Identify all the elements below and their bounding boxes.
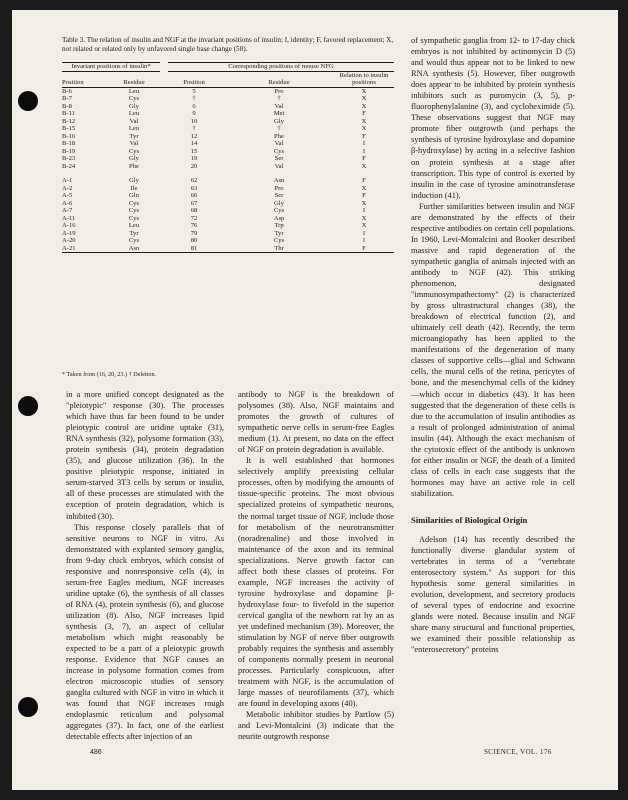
residue-cell: Cys [128,214,140,222]
ngf-residue-cell: Ser [274,155,284,162]
position-cell: B-11 [62,110,75,117]
position-cell: A-6 [62,199,73,207]
ngf-residue-cell: Thr [224,245,334,253]
position-cell: B-12 [62,117,76,125]
paragraph: antibody to NGF is the breakdown of polysomes (38). Also, NGF maintains and promotes the growth of cultures of sympathetic nerve cells in serum-free Eagles medium (1). At present, no data on the effect of NGF on protein degradation is available. [238,390,394,455]
ngf-residue-cell: Trp [274,222,284,229]
ngf-position-cell: 76 [190,222,198,229]
ngf-residue-cell: † [277,125,281,132]
ngf-position-cell: 67 [190,199,198,207]
relation-cell: F [362,177,366,184]
position-cell: A-11 [62,214,76,222]
ngf-residue-cell: Ser [274,192,284,199]
col-header: Position [164,71,224,87]
group-header-left: Invariant positions of insulin* [62,63,164,72]
table-row [62,245,394,253]
ngf-position-cell: 9 [192,110,196,117]
ngf-position-cell: 79 [190,229,198,237]
position-cell: A-16 [62,222,76,229]
table-row [62,230,394,238]
insulin-ngf-table [62,62,394,253]
table-row [62,177,394,185]
residue-cell: Leu [128,125,140,132]
ngf-position-cell: 72 [190,214,198,222]
binder-hole [18,396,38,416]
residue-cell: Phe [129,162,139,170]
ngf-residue-cell: Val [274,140,284,147]
table-footnote: * Taken from (16, 20, 23.) † Deletion. [62,371,157,378]
ngf-residue-cell: Val [274,102,284,110]
table-row [62,125,394,133]
page-number: 486 [90,749,102,756]
table-row [62,103,394,111]
relation-cell: I [362,147,366,155]
ngf-residue-cell: Val [274,162,284,170]
relation-cell: F [362,110,366,117]
paragraph: Adelson (14) has recently described the functionally diverse glandular system of vertebrates in terms of a "vertebrate enterosectory system." As support for this hypothesis some general similarities in evolution, development, and secretory products of several types of endocrine and exocrine glands were noted. Because insulin and NGF share many structural and functional properties, we examined their possible relationship as "enterosecretory" proteins [411,535,575,655]
paragraph: This response closely parallels that of sensitive neurons to NGF in vitro. As demonstrated with explanted sensory ganglia, from 9-day chick embryos, which consist of responsive and nonresponsive cells (4), in serum-free Eagles medium, NGF increases uridine uptake (6), the synthesis of all classes of RNA (4), protein synthesis (6), and glucose utilization (8). Also, NGF increases lipid synthesis (3, 7), an aspect of cellular metabolism which might reasonably be expected to be a part of a pleiotypic growth response. Evidence that NGF causes an increase in polysome formation comes from electron microscopic studies of sensory ganglia cultured with NGF in vitro in which it was found that NGF increases rough endoplasmic reticulum and polysomal aggregates (37). In fact, one of the earliest detectable effects after injection of an [66,522,224,742]
ngf-position-cell: 63 [190,184,198,192]
residue-cell: Gln [129,192,139,199]
residue-cell: Gly [129,177,139,184]
residue-cell: Cys [128,237,140,244]
relation-cell: I [362,207,366,214]
relation-cell: X [361,162,367,170]
binder-hole [18,91,38,111]
text-column-right [411,35,575,656]
ngf-position-cell: 5 [192,87,196,95]
position-cell: A-5 [62,192,73,199]
residue-cell: Val [129,117,139,125]
ngf-position-cell: 14 [190,140,198,147]
table-body-a-chain [62,177,394,253]
col-header: Position [62,71,104,87]
ngf-residue-cell: Gly [274,199,284,207]
relation-cell: F [362,192,366,199]
residue-cell: Cys [128,199,140,207]
ngf-position-cell: 12 [190,132,198,140]
position-cell: A-19 [62,229,76,237]
table-row [62,163,394,171]
position-cell: B-8 [62,102,72,110]
table-row [62,133,394,141]
position-cell: B-16 [62,132,76,140]
ngf-position-cell: 66 [190,192,198,199]
ngf-residue-cell: Met [273,110,285,117]
residue-cell: Gly [129,102,139,110]
ngf-position-cell: 19 [190,155,198,162]
relation-cell: X [361,214,367,222]
group-header-right: Corresponding positions of mouse NFG [164,63,394,72]
position-cell: B-18 [62,140,76,147]
ngf-residue-cell: Gly [274,117,284,125]
table-row [62,192,394,200]
relation-cell: X [361,199,367,207]
section-heading: Similarities of Biological Origin [411,514,528,525]
position-cell: B-15 [62,125,76,132]
table-row [62,140,394,148]
residue-cell: Cys [128,95,140,102]
residue-cell: Val [129,140,139,147]
ngf-residue-cell: Asn [273,177,285,184]
ngf-position-cell: 15 [190,147,198,155]
table-row [62,222,394,230]
relation-cell: I [362,229,366,237]
relation-cell: F [334,245,394,253]
residue-cell: Tyr [129,132,139,140]
text-column-middle [238,389,394,743]
ngf-residue-cell: Tyr [274,229,284,237]
ngf-residue-cell: Pro [274,184,284,192]
relation-cell: X [361,184,367,192]
table-row [62,200,394,208]
text-column-left [66,389,224,743]
table-row [62,148,394,156]
running-footer: SCIENCE, VOL. 176 [484,748,552,756]
residue-cell: Leu [128,110,140,117]
residue-cell: Cys [128,147,140,155]
relation-cell: X [361,117,367,125]
ngf-residue-cell: Asp [273,214,285,222]
relation-cell: X [361,125,367,132]
ngf-residue-cell: Cys [273,207,285,214]
position-cell: B-24 [62,162,76,170]
ngf-residue-cell: Cys [273,237,285,244]
relation-cell: F [362,132,366,140]
table-row [62,95,394,103]
residue-cell: Ile [130,184,138,192]
position-cell: A-21 [62,245,104,253]
position-cell: B-7 [62,95,72,102]
binder-hole [18,697,38,717]
ngf-residue-cell: † [277,95,281,102]
ngf-position-cell: 62 [190,177,198,184]
table-row [62,110,394,118]
ngf-residue-cell: Pro [274,87,284,95]
relation-cell: X [361,87,367,95]
position-cell: B-19 [62,147,76,155]
col-header: Relation to insulin positions [334,71,394,87]
position-cell: B-6 [62,87,72,95]
residue-cell: Leu [128,222,140,229]
relation-cell: I [362,237,366,244]
ngf-position-cell: 80 [190,237,198,244]
ngf-position-cell: 68 [190,207,198,214]
relation-cell: X [361,95,367,102]
paragraph: It is well established that hormones selectively amplify preexisting cellular processes, often by modifying the amounts of tissue-specific proteins. The most obvious specialized proteins of sympathetic neurons, the normal target tissue of NGF, include those for metabolism of the neurotransmitter (noradrenaline) and those involved in maintenance of the axon and its terminal specializations. Nerve growth factor can affect both these classes of proteins. For example, NGF increases the activity of tyrosine hydroxylase and dopamine β-hydroxylase four- to fivefold in the superior cervical ganglia of the newborn rat by an as yet undefined mechanism (39). Moreover, the stimulation by NGF of nerve fiber outgrowth probably requires the synthesis and assembly of components normally present in neuronal processes. Particularly conspicuous, after treatment with NGF, is the accumulation of large masses of neurofilaments (37), which are found in developing axons (40). [238,456,394,709]
relation-cell: F [362,155,366,162]
position-cell: A-7 [62,207,73,214]
table-row [62,215,394,223]
table-row [62,118,394,126]
paragraph: Metabolic inhibitor studies by Partlow (5) and Levi-Montalcini (3) indicate that the neurite outgrowth response [238,710,394,742]
relation-cell: X [361,102,367,110]
paragraph: in a more unified concept designated as the "pleiotypic" response (30). The processes which have thus far been found to be under pleiotypic control are uridine uptake (31), RNA synthesis (32), polysome formation (33), protein synthesis (34), protein degradation (35), and glucose utilization (36). In the positive pleiotypic response, initiated in serum-starved 3T3 cells by serum or insulin, all of these processes are stimulated with the exception of protein degradation, which is inhibited (30). [66,390,224,521]
col-header: Residue [104,71,164,87]
position-cell: B-23 [62,155,76,162]
ngf-residue-cell: Cys [273,147,285,155]
position-cell: A-1 [62,177,73,184]
table-caption: Table 3. The relation of insulin and NGF at the invariant positions of insulin; I, identity; F, favored replacement; X, not related or related only by unfavored single base change (58). [62,36,394,53]
residue-cell: Gly [129,155,139,162]
table-row [62,207,394,215]
relation-cell: X [361,222,367,229]
position-cell: A-20 [62,237,76,244]
residue-cell: Tyr [129,229,139,237]
residue-cell: Cys [128,207,140,214]
ngf-position-cell: † [192,95,196,102]
position-cell: A-2 [62,184,73,192]
residue-cell: Leu [128,87,140,95]
paragraph: Further similarities between insulin and NGF are demonstrated by the effects of their respective antibodies on certain cell populations. In 1960, Levi-Montalcini and Booker described massive and rapid degeneration of the sympathetic ganglia of animals injected with an antibody to NGF (42). This striking phenomenon, designated "immunosympathectomy" (2) is characterized by gross ultrastructural changes (38), the breakdown of electrical function (2), and ultimately cell death (42). Recently, the term microangiopathy has been applied to the manifestations of the degeneration of many classes of supportive cells—glial and Schwann cells, the mural cells of the retina, pericytes of bone, and the mesenchymal cells of the kidney—which occur in diabetics (43). It has been suggested that the degeneration of these cells is due to the accumulation of insulin antibodies as a result of prolonged administration of animal insulin (44). Although the exact mechanism of the cytotoxic effect of the antibody is unknown for either insulin or NGF, the death of a limited class of cells in each case suggests that the hormones may have an active role in cell stabilization. [411,201,575,498]
col-header: Residue [224,71,334,87]
table-body-b-chain [62,87,394,170]
ngf-residue-cell: Phe [274,132,284,140]
paragraph: of sympathetic ganglia from 12- to 17-day chick embryos is not inhibited by actinomycin D (5) and would thus appear not to be linked to new RNA synthesis (5). However, fiber outgrowth does appear to be inhibited by protein synthesis inhibitors such as puromycin (3, 5), p-fluorophenylalanine (3), and cycloheximide (5). These observations suggest that NGF may promote fiber outgrowth (and perhaps the synthesis of tyrosine hydroxylase and dopamine β-hydroxylase) by acting in a selective fashion on protein synthesis at a stage after transcription. This type of control is exerted by insulin in the case of tyrosine aminotransferase induction (41). [411,36,575,200]
ngf-position-cell: 6 [192,102,196,110]
table-row [62,155,394,163]
table-row [62,237,394,245]
ngf-position-cell: 81 [164,245,224,253]
ngf-position-cell: † [192,125,196,132]
table-row [62,87,394,95]
ngf-position-cell: 10 [190,117,198,125]
table-row [62,185,394,193]
ngf-position-cell: 20 [190,162,198,170]
residue-cell: Asn [104,245,164,253]
relation-cell: I [362,140,366,147]
